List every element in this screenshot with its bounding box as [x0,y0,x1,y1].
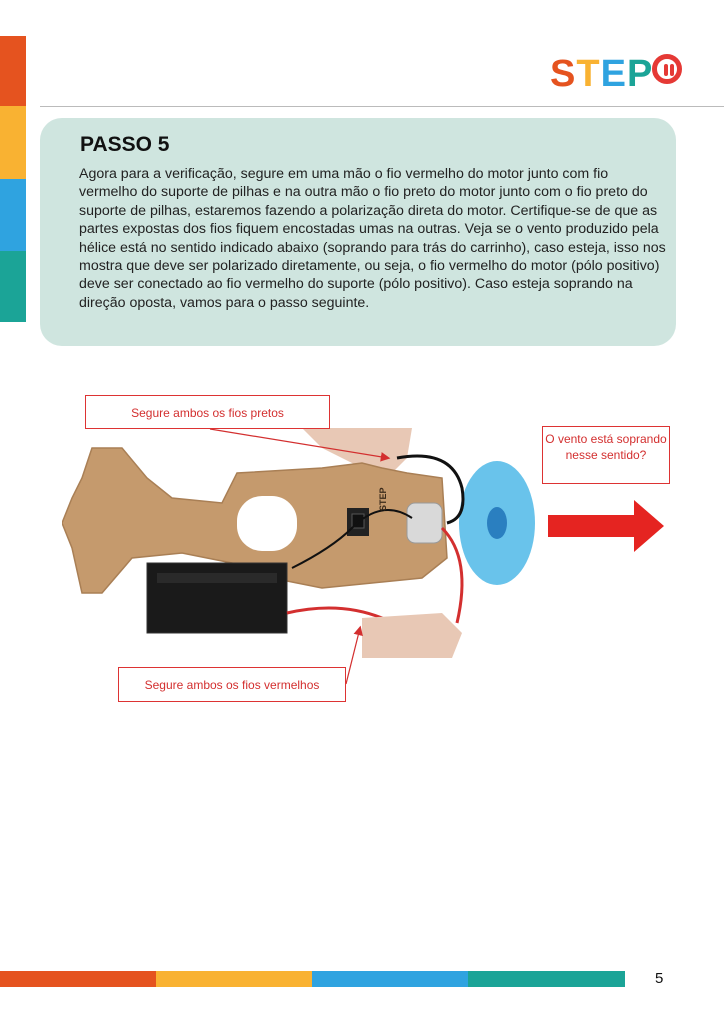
logo-letter-p: P [626,53,654,95]
header-divider [40,106,724,107]
footer-bar-yellow [156,971,312,987]
side-strip-teal [0,251,26,322]
side-strip-blue [0,179,26,251]
hand-bottom-icon [362,613,462,658]
car-logo-text: STEP [378,487,388,511]
motor-icon [407,503,442,543]
page-number: 5 [655,970,664,987]
wind-arrow-icon [548,500,664,552]
callout-black-wires: Segure ambos os fios pretos [85,395,330,429]
footer-bar-teal [468,971,625,987]
callout-red-wires: Segure ambos os fios vermelhos [118,667,346,702]
logo-letter-t: T [576,53,601,95]
car-cutout-icon [237,496,297,551]
step-logo [550,52,690,96]
side-strip-yellow [0,106,26,179]
step-body: Agora para a verificação, segure em uma mão o fio vermelho do motor junto com fio vermelho do suporte de pilhas e na outra mão o fio preto do motor junto com o fio preto do suporte de pilhas, estaremos fazendo a polarização direta do motor. Certifique-se de que as partes expostas dos fios fiquem encostadas umas na outras. Veja se o vento produzido pela hélice está no sentido indicado abaixo (soprando para trás do carrinho), caso esteja, isso nos mostra que deve ser polarizado diretamente, ou seja, o fio vermelho do motor (pólo positivo) deve ser conectado ao fio vermelho do suporte (pólo positivo). Caso esteja soprando na direção oposta, vamos para o passo seguinte. [79,166,666,311]
logo-badge-icon [652,54,682,84]
logo-letter-s: S [550,53,577,95]
footer-bar-orange [0,971,156,987]
step-instruction-box [40,118,676,346]
footer-bar-blue [312,971,468,987]
side-strip-orange [0,36,26,106]
callout-wind-direction: O vento está soprando nesse sentido? [542,426,670,484]
car-photo [62,428,542,658]
logo-letter-e: E [600,53,627,95]
logo-text [550,52,653,96]
step-title: PASSO 5 [80,133,170,156]
